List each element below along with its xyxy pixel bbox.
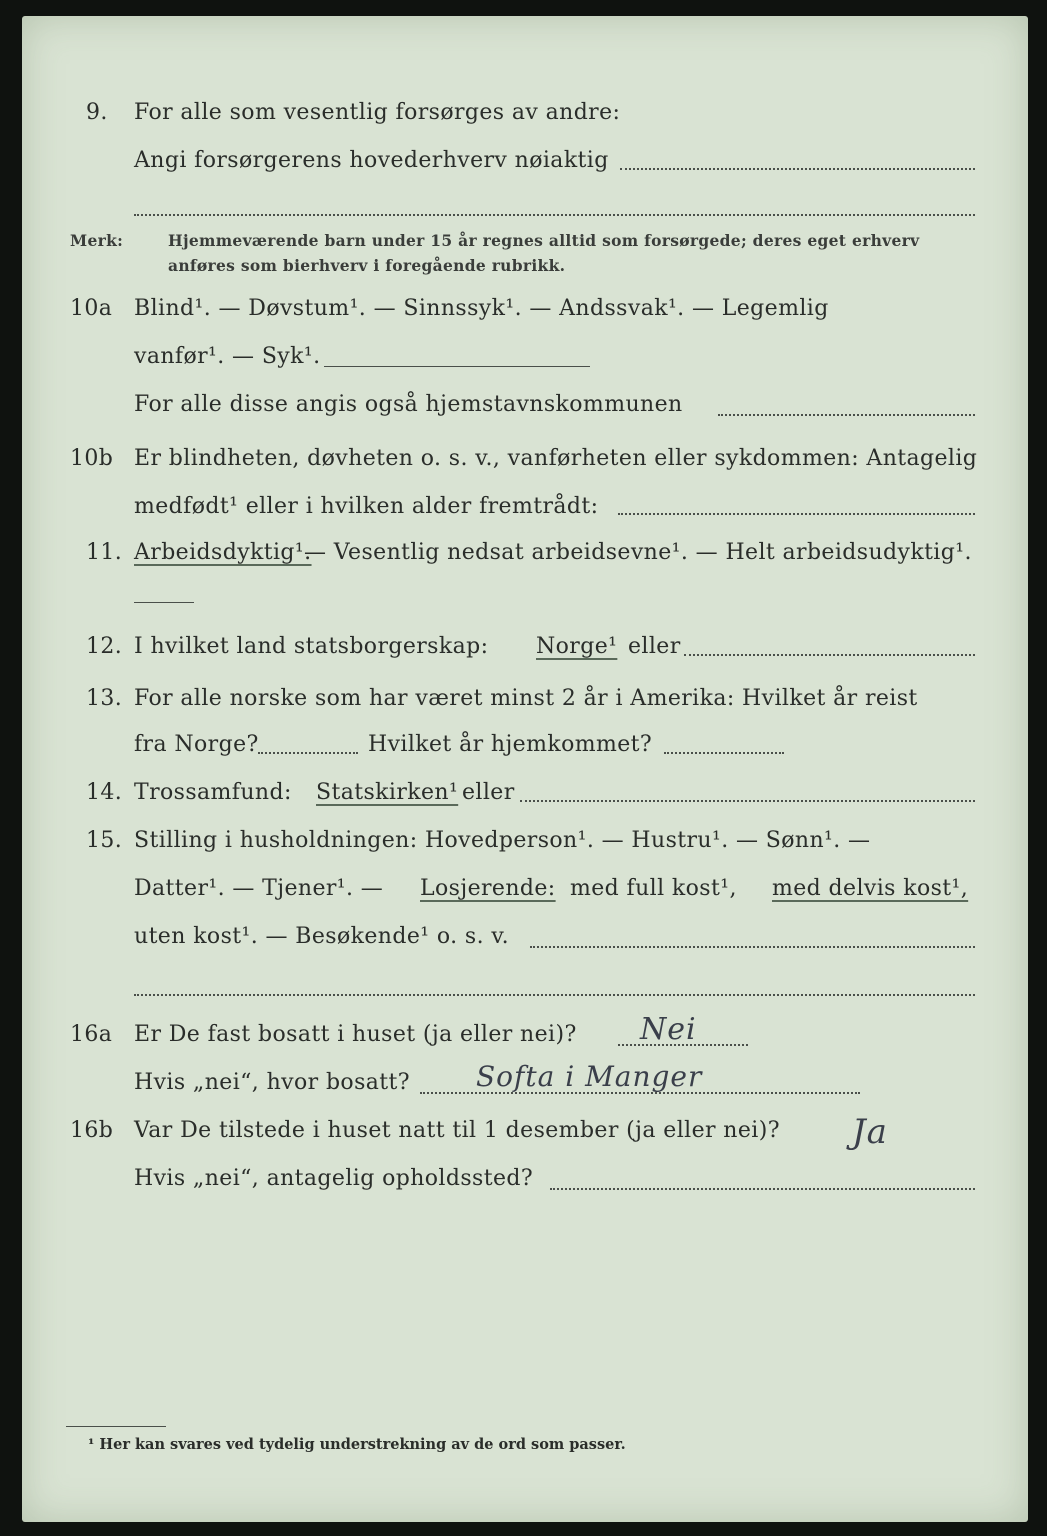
answer-line[interactable] <box>664 752 784 754</box>
question-text: med full kost¹, <box>570 876 737 901</box>
answer-line[interactable] <box>620 168 975 170</box>
answer-line[interactable] <box>520 800 975 802</box>
question-text: uten kost¹. — Besøkende¹ o. s. v. <box>134 924 509 949</box>
answer-line[interactable] <box>550 1188 975 1190</box>
question-text: eller <box>462 780 515 805</box>
question-text: I hvilket land statsborgerskap: <box>134 634 489 659</box>
question-number: 13. <box>86 686 123 711</box>
underlined-option: Norge¹ <box>536 634 618 659</box>
question-text: For alle norske som har været minst 2 år i Amerika: Hvilket år reist <box>134 686 918 711</box>
question-text: Datter¹. — Tjener¹. — <box>134 876 384 901</box>
footnote-rule <box>66 1426 166 1427</box>
question-text: fra Norge? <box>134 732 259 757</box>
handwritten-answer: Softa i Manger <box>476 1060 703 1093</box>
answer-line[interactable] <box>258 752 358 754</box>
answer-line[interactable] <box>718 414 975 416</box>
question-number: 16a <box>70 1022 113 1047</box>
answer-line[interactable] <box>684 654 975 656</box>
handwritten-answer: Nei <box>640 1012 697 1047</box>
question-text: For alle disse angis også hjemstavnskommunen <box>134 392 683 417</box>
answer-line[interactable] <box>530 946 975 948</box>
question-text: Trossamfund: <box>134 780 292 805</box>
question-text: eller <box>628 634 681 659</box>
question-number: 10b <box>70 446 114 471</box>
handwritten-answer: Ja <box>852 1112 888 1152</box>
note-text: anføres som bierhverv i foregående rubrikk. <box>168 256 566 275</box>
underlined-option: Arbeidsdyktig¹. <box>134 540 312 565</box>
question-number: 10a <box>70 296 113 321</box>
question-text: Hvis „nei“, hvor bosatt? <box>134 1070 410 1095</box>
question-number: 9. <box>86 100 108 125</box>
question-text: Hvis „nei“, antagelig opholdssted? <box>134 1166 534 1191</box>
question-number: 16b <box>70 1118 114 1143</box>
answer-line[interactable] <box>420 1092 860 1094</box>
question-text: Stilling i husholdningen: Hovedperson¹. — Hustru¹. — Sønn¹. — <box>134 828 871 853</box>
question-text: Er blindheten, døvheten o. s. v., vanførheten eller sykdommen: Antagelig <box>134 446 978 471</box>
answer-line[interactable] <box>618 1044 748 1046</box>
underlined-option: Losjerende: <box>420 876 556 901</box>
question-text: For alle som vesentlig forsørges av andre: <box>134 100 621 125</box>
question-number: 11. <box>86 540 123 565</box>
question-number: 12. <box>86 634 123 659</box>
underlined-option: med delvis kost¹, <box>772 876 969 901</box>
footnote: ¹ Her kan svares ved tydelig understrekning av de ord som passer. <box>88 1436 626 1453</box>
question-text: Er De fast bosatt i huset (ja eller nei)? <box>134 1022 577 1047</box>
question-text: vanfør¹. — Syk¹. <box>134 344 321 369</box>
answer-line[interactable] <box>324 366 590 367</box>
question-number: 15. <box>86 828 123 853</box>
question-text: Blind¹. — Døvstum¹. — Sinnssyk¹. — Andssvak¹. — Legemlig <box>134 296 829 321</box>
question-text: Angi forsørgerens hovederhverv nøiaktig <box>134 148 609 173</box>
underlined-option: Statskirken¹ <box>316 780 459 805</box>
note-text: Hjemmeværende barn under 15 år regnes alltid som forsørgede; deres eget erhverv <box>168 231 920 250</box>
census-form-page <box>22 16 1028 1522</box>
answer-line[interactable] <box>134 994 975 996</box>
question-text: Var De tilstede i huset natt til 1 desember (ja eller nei)? <box>134 1118 780 1143</box>
note-label: Merk: <box>70 231 124 250</box>
question-text: medfødt¹ eller i hvilken alder fremtrådt: <box>134 494 599 519</box>
question-number: 14. <box>86 780 123 805</box>
answer-line[interactable] <box>134 214 975 216</box>
question-text: Hvilket år hjemkommet? <box>368 732 653 757</box>
answer-line[interactable] <box>134 602 194 603</box>
answer-line[interactable] <box>618 513 975 515</box>
question-text: — Vesentlig nedsat arbeidsevne¹. — Helt arbeidsudyktig¹. <box>304 540 972 565</box>
